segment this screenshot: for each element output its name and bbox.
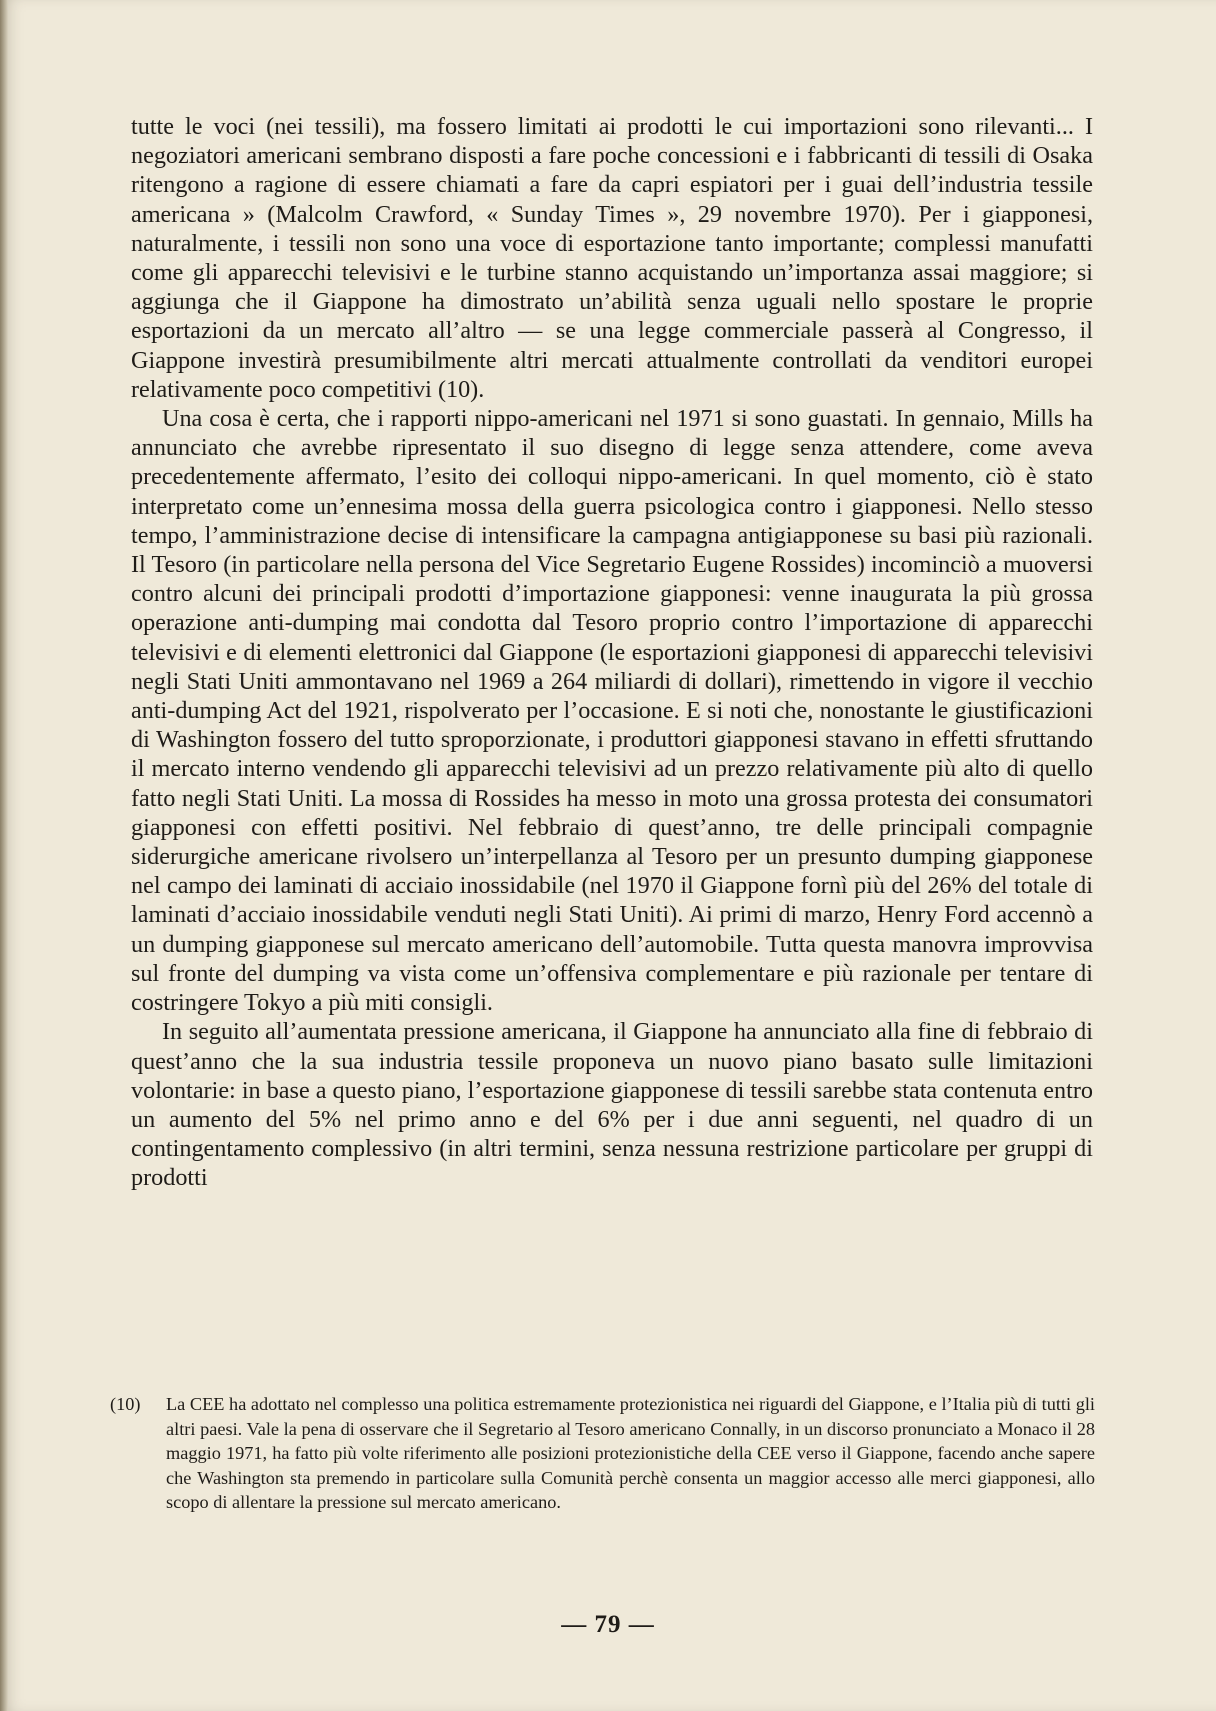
footnote-text: La CEE ha adottato nel complesso una politica estremamente protezionistica nei riguardi del Giappone, e l’Italia più di tutti gli altri paesi. Vale la pena di osservare che il Segretario al Tesoro americano Connally, in un discorso pronunciato a Monaco il 28 maggio 1971, ha fatto più volte riferimento alle posizioni protezionistiche della CEE verso il Giappone, facendo anche sapere che Washington sta premendo in particolare sulla Comunità perchè consenta un maggior accesso alle merci giapponesi, allo scopo di allentare la pressione sul mercato americano. xyxy=(166,1394,1095,1513)
footnote-10 xyxy=(110,1392,1095,1515)
paragraph-3: In seguito all’aumentata pressione americana, il Giappone ha annunciato alla fine di febbraio di quest’anno che la sua industria tessile proponeva un nuovo piano basato sulle limitazioni volontarie: in base a questo piano, l’esportazione giapponese di tessili sarebbe stata contenuta entro un aumento del 5% nel primo anno e del 6% per i due anni seguenti, nel quadro di un contingentamento complessivo (in altri termini, senza nessuna restrizione particolare per gruppi di prodotti xyxy=(131,1018,1093,1192)
footnote-marker: (10) xyxy=(110,1394,141,1414)
body-text xyxy=(131,112,1093,1193)
paragraph-2: Una cosa è certa, che i rapporti nippo-americani nel 1971 si sono guastati. In gennaio, Mills ha annunciato che avrebbe ripresentato il suo disegno di legge senza attendere, come aveva precedentemente affermato, l’esito dei colloqui nippo-americani. In quel momento, ciò è stato interpretato come un’ennesima mossa della guerra psicologica contro i giapponesi. Nello stesso tempo, l’amministrazione decise di intensificare la campagna antigiapponese su basi più razionali. Il Tesoro (in particolare nella persona del Vice Segretario Eugene Rossides) incominciò a muoversi contro alcuni dei principali prodotti d’importazione giapponesi: venne inaugurata la più grossa operazione anti-dumping mai condotta dal Tesoro proprio contro l’importazione di apparecchi televisivi e di elementi elettronici dal Giappone (le esportazioni giapponesi di apparecchi televisivi negli Stati Uniti ammontavano nel 1969 a 264 miliardi di dollari), rimettendo in vigore il vecchio anti-dumping Act del 1921, rispolverato per l’occasione. E si noti che, nonostante le giustificazioni di Washington fossero del tutto sproporzionate, i produttori giapponesi stavano in effetti sfruttando il mercato interno vendendo gli apparecchi televisivi ad un prezzo relativamente più alto di quello fatto negli Stati Uniti. La mossa di Rossides ha messo in moto una grossa protesta dei consumatori giapponesi con effetti positivi. Nel febbraio di quest’anno, tre delle principali compagnie siderurgiche americane rivolsero un’interpellanza al Tesoro per un presunto dumping giapponese nel campo dei laminati di acciaio inossidabile (nel 1970 il Giappone fornì più del 26% del totale di laminati d’acciaio inossidabile venduti negli Stati Uniti). Ai primi di marzo, Henry Ford accennò a un dumping giapponese sul mercato americano dell’automobile. Tutta questa manovra improvvisa sul fronte del dumping va vista come un’offensiva complementare e più razionale per tentare di costringere Tokyo a più miti consigli. xyxy=(131,405,1093,1017)
page-binding-edge xyxy=(0,0,8,1711)
paragraph-1: tutte le voci (nei tessili), ma fossero limitati ai prodotti le cui importazioni sono rilevanti... I negoziatori americani sembrano disposti a fare poche concessioni e i fabbricanti di tessili di Osaka ritengono a ragione di essere chiamati a fare da capri espiatori per i guai dell’industria tessile americana » (Malcolm Crawford, « Sunday Times », 29 novembre 1970). Per i giapponesi, naturalmente, i tessili non sono una voce di esportazione tanto importante; complessi manufatti come gli apparecchi televisivi e le turbine stanno acquistando un’importanza assai maggiore; si aggiunga che il Giappone ha dimostrato un’abilità senza uguali nello spostare le proprie esportazioni da un mercato all’altro — se una legge commerciale passerà al Congresso, il Giappone investirà presumibilmente altri mercati attualmente controllati da venditori europei relativamente poco competitivi (10). xyxy=(131,113,1093,403)
page-number: — 79 — xyxy=(561,1611,655,1638)
